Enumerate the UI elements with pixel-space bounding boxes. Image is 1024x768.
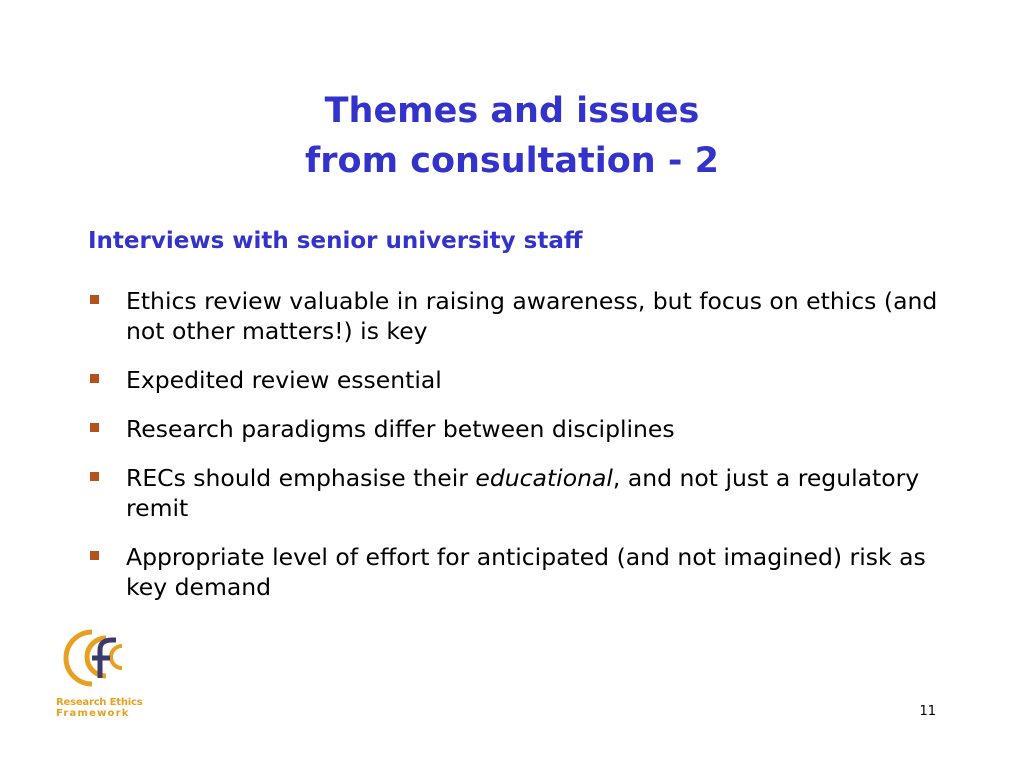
- bullet-item: [88, 286, 968, 346]
- bullet-item: [88, 542, 968, 602]
- square-bullet-icon: [90, 423, 99, 432]
- square-bullet-icon: [90, 295, 99, 304]
- bullet-list: [88, 286, 968, 621]
- slide-title-line-2: from consultation - 2: [305, 141, 719, 181]
- bullet-text-before: RECs should emphasise their: [126, 464, 476, 492]
- bullet-item: [88, 414, 968, 444]
- slide-title: [0, 86, 1024, 186]
- square-bullet-icon: [90, 472, 99, 481]
- slide-title-line-1: Themes and issues: [324, 91, 700, 131]
- bullet-text: Ethics review valuable in raising awareness, but focus on ethics (and not other matters!) is key: [126, 287, 938, 345]
- bullet-text: Expedited review essential: [126, 366, 442, 394]
- square-bullet-icon: [90, 374, 99, 383]
- bullet-item: [88, 463, 968, 523]
- bullet-emphasis: educational: [475, 464, 613, 492]
- bullet-text-after: , and not just a regulatory remit: [126, 464, 920, 522]
- logo-text-line-1: Research Ethics: [56, 697, 143, 708]
- logo-text-line-2: Framework: [56, 708, 130, 719]
- bullet-item: [88, 365, 968, 395]
- section-heading: Interviews with senior university staff: [88, 228, 583, 254]
- page-number: 11: [919, 704, 936, 719]
- square-bullet-icon: [90, 551, 99, 560]
- bullet-text: Appropriate level of effort for anticipated (and not imagined) risk as key demand: [126, 543, 926, 601]
- bullet-text: Research paradigms differ between disciplines: [126, 415, 675, 443]
